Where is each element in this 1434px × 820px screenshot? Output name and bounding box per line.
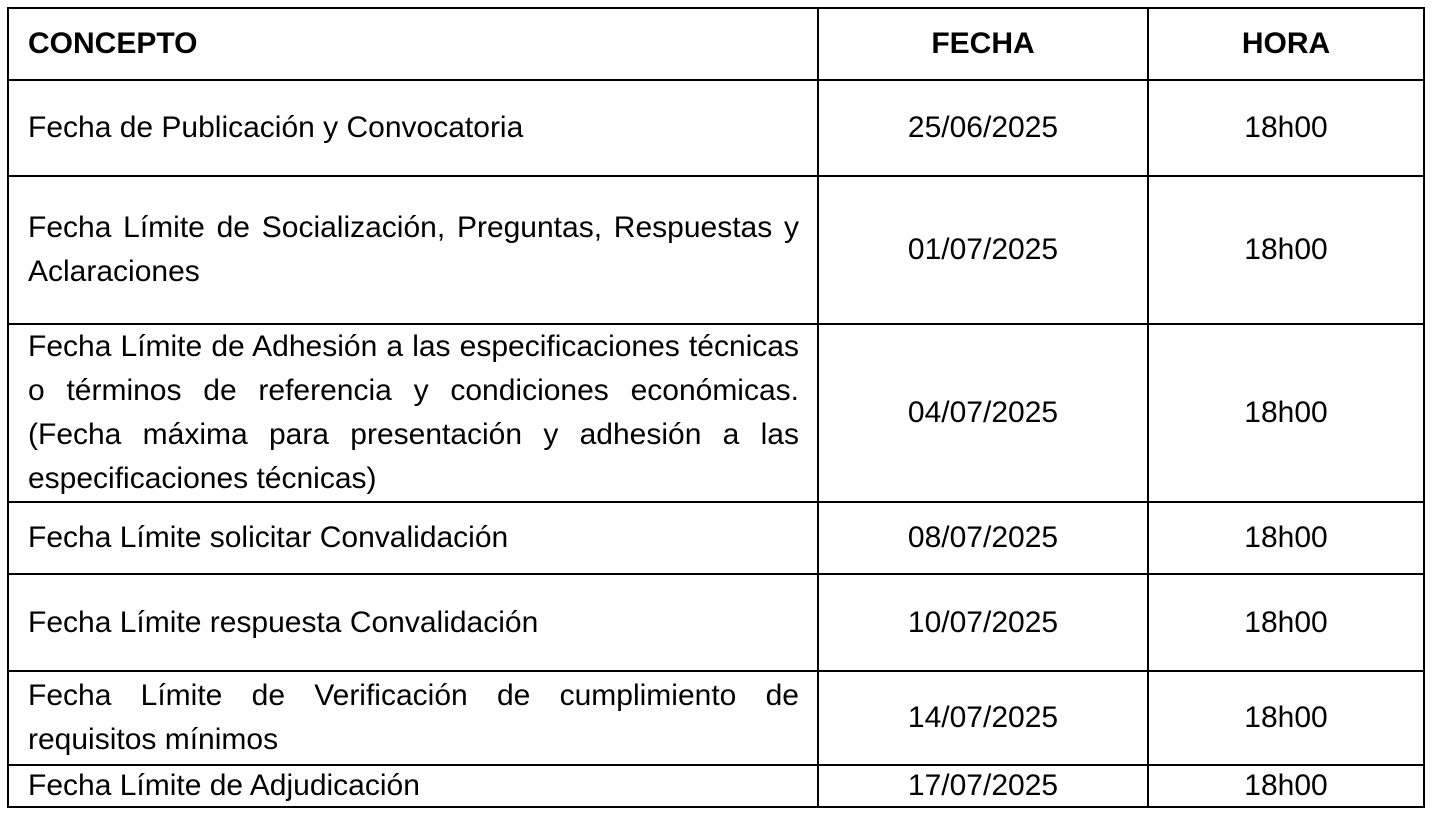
hora-cell: 18h00 <box>1148 671 1424 765</box>
table-row <box>8 671 1424 765</box>
concepto-cell: Fecha Límite de Adhesión a las especificaciones técnicas o términos de referencia y condiciones económicas. (Fecha máxima para presentación y adhesión a las especificaciones técnicas) <box>8 324 818 502</box>
header-fecha: FECHA <box>818 8 1148 80</box>
hora-cell: 18h00 <box>1148 574 1424 671</box>
fecha-cell: 10/07/2025 <box>818 574 1148 671</box>
fecha-cell: 01/07/2025 <box>818 176 1148 324</box>
hora-cell: 18h00 <box>1148 765 1424 807</box>
hora-cell: 18h00 <box>1148 502 1424 574</box>
concepto-cell: Fecha Límite solicitar Convalidación <box>8 502 818 574</box>
hora-cell: 18h00 <box>1148 324 1424 502</box>
table-row <box>8 80 1424 176</box>
concepto-cell: Fecha de Publicación y Convocatoria <box>8 80 818 176</box>
table-row <box>8 502 1424 574</box>
table-body <box>8 80 1424 807</box>
fecha-cell: 25/06/2025 <box>818 80 1148 176</box>
concepto-cell: Fecha Límite de Verificación de cumplimiento de requisitos mínimos <box>8 671 818 765</box>
concepto-cell: Fecha Límite de Socialización, Preguntas, Respuestas y Aclaraciones <box>8 176 818 324</box>
fecha-cell: 04/07/2025 <box>818 324 1148 502</box>
table-row <box>8 574 1424 671</box>
header-hora: HORA <box>1148 8 1424 80</box>
table-row <box>8 324 1424 502</box>
concepto-cell: Fecha Límite respuesta Convalidación <box>8 574 818 671</box>
table-row <box>8 765 1424 807</box>
table-header <box>8 8 1424 80</box>
fecha-cell: 14/07/2025 <box>818 671 1148 765</box>
table-row <box>8 176 1424 324</box>
header-row <box>8 8 1424 80</box>
schedule-table <box>7 7 1425 808</box>
hora-cell: 18h00 <box>1148 80 1424 176</box>
fecha-cell: 08/07/2025 <box>818 502 1148 574</box>
concepto-cell: Fecha Límite de Adjudicación <box>8 765 818 807</box>
header-concepto: CONCEPTO <box>8 8 818 80</box>
hora-cell: 18h00 <box>1148 176 1424 324</box>
fecha-cell: 17/07/2025 <box>818 765 1148 807</box>
